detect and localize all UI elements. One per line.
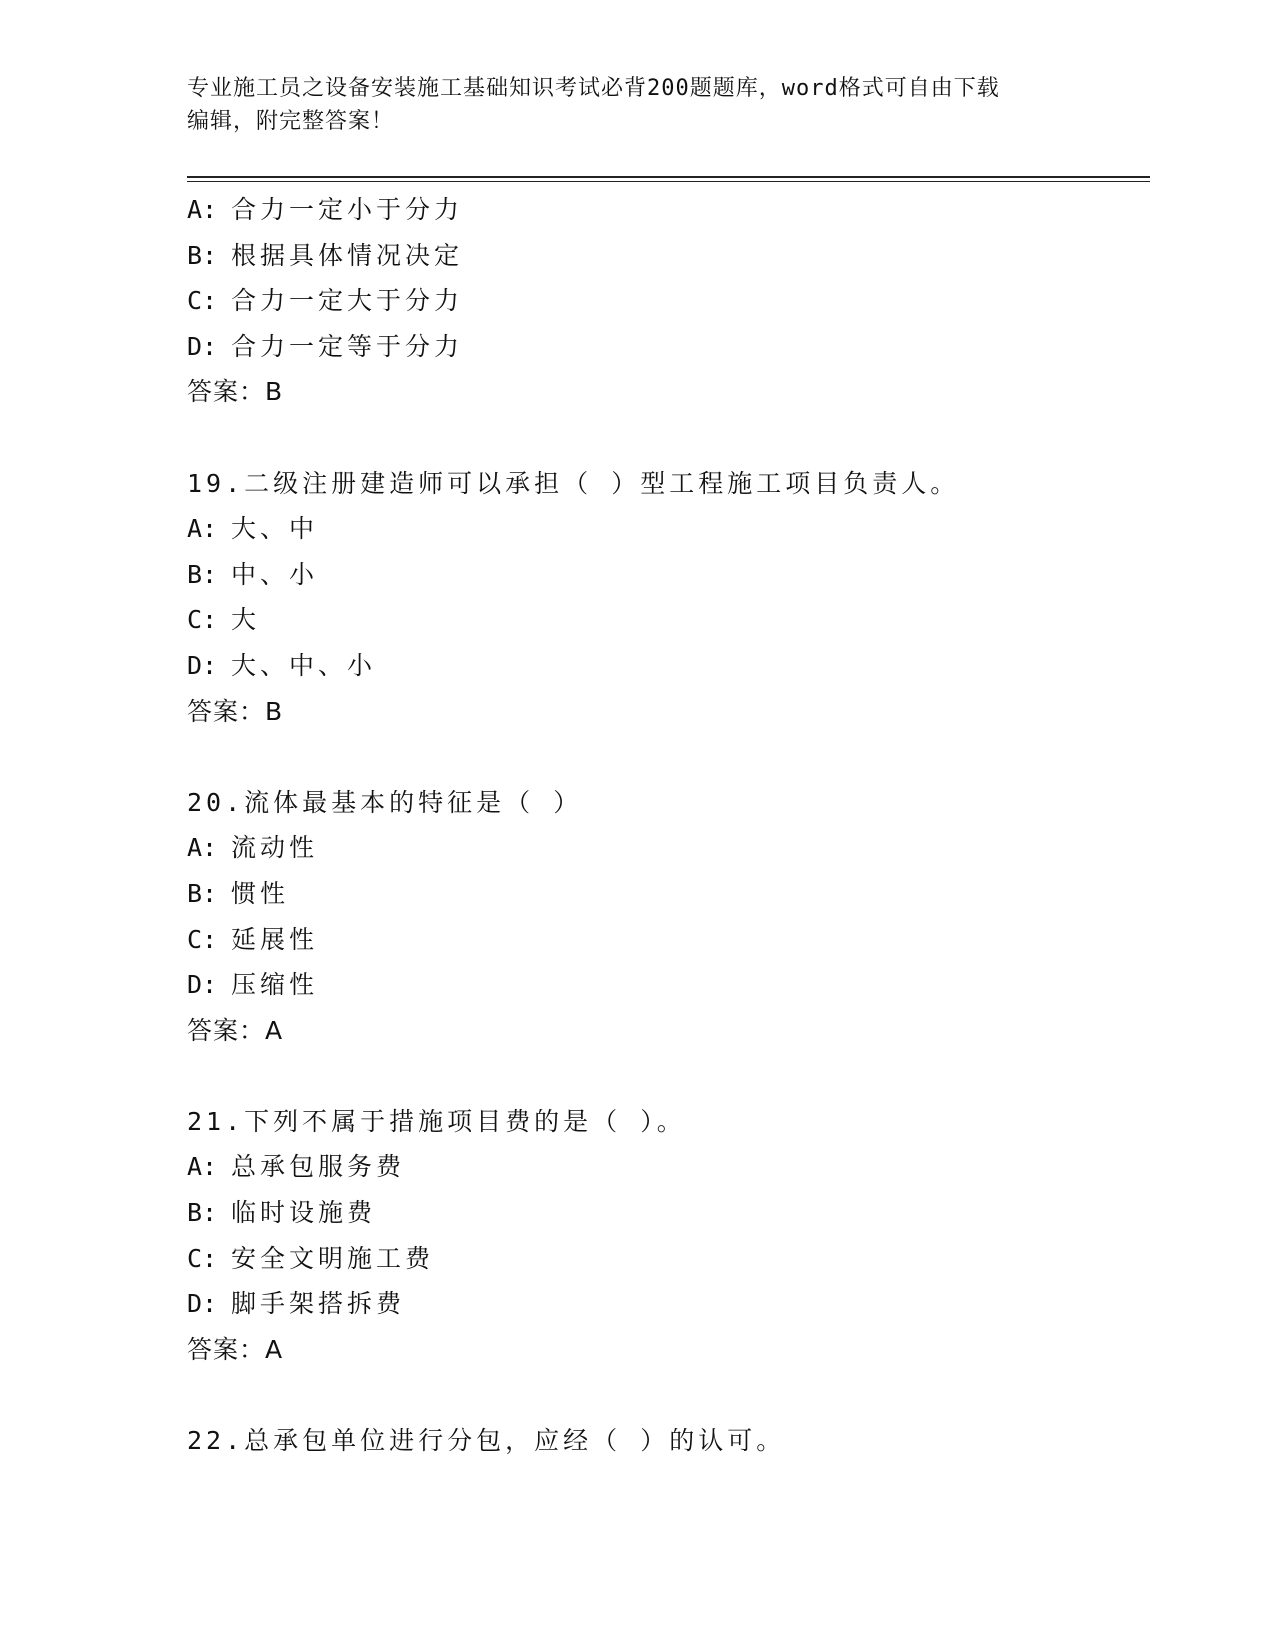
option-text: 惯性 [231,878,290,908]
option-label: A: [187,195,218,224]
question-block-22 [187,1418,1147,1464]
spacer [187,1372,1147,1418]
option-text: 中、小 [231,559,319,589]
header-rule-thin [187,181,1150,182]
option-c [187,278,1147,324]
option-text: 合力一定等于分力 [231,331,464,361]
option-label: A: [187,514,218,544]
option-label: C: [187,605,218,635]
question-stem: 22.总承包单位进行分包，应经（ ）的认可。 [187,1426,786,1456]
question-block-18 [187,187,1147,415]
option-c [187,597,1147,643]
question-block-20 [187,780,1147,1054]
option-label: D: [187,650,218,680]
option-label: D: [187,970,218,1000]
option-text: 临时设施费 [231,1198,377,1228]
option-text: 大、中 [231,514,319,544]
header-line-2: 编辑，附完整答案！ [187,109,395,134]
option-text: 流动性 [231,833,319,863]
option-label: C: [187,1243,218,1273]
option-d [187,324,1147,370]
question-block-21 [187,1099,1147,1373]
option-text: 合力一定大于分力 [231,286,464,316]
option-d [187,1281,1147,1327]
option-b [187,552,1147,598]
document-header [187,72,1067,138]
option-c [187,1236,1147,1282]
option-label: D: [187,1289,218,1319]
spacer [187,1053,1147,1099]
option-label: A: [187,1152,218,1182]
option-text: 大、中、小 [231,650,377,680]
option-text: 根据具体情况决定 [231,240,464,270]
option-label: B: [187,878,218,908]
question-list [187,187,1147,1464]
option-text: 安全文明施工费 [231,1243,435,1273]
option-text: 延展性 [231,924,319,954]
option-label: A: [187,833,218,863]
option-a [187,1144,1147,1190]
option-a [187,506,1147,552]
option-a [187,187,1147,233]
answer-line: 答案：B [187,696,284,726]
header-line-1: 专业施工员之设备安装施工基础知识考试必背200题题库，word格式可自由下载 [187,76,1000,101]
option-a [187,825,1147,871]
option-label: D: [187,331,218,361]
option-b [187,1190,1147,1236]
question-stem: 19.二级注册建造师可以承担（ ）型工程施工项目负责人。 [187,468,960,498]
question-stem: 21.下列不属于措施项目费的是（ ）。 [187,1106,686,1136]
option-b [187,233,1147,279]
option-d [187,643,1147,689]
option-d [187,962,1147,1008]
answer-line: 答案：A [187,1334,284,1364]
option-c [187,917,1147,963]
option-text: 大 [231,605,261,635]
question-block-19 [187,461,1147,735]
answer-line: 答案：B [187,377,284,407]
option-text: 脚手架搭拆费 [231,1289,406,1319]
option-label: B: [187,240,218,270]
header-rule-thick [187,176,1150,178]
option-text: 合力一定小于分力 [231,195,464,224]
answer-line: 答案：A [187,1015,284,1045]
option-b [187,871,1147,917]
option-label: C: [187,924,218,954]
option-label: B: [187,559,218,589]
spacer [187,415,1147,461]
question-stem: 20.流体最基本的特征是（ ） [187,787,583,817]
spacer [187,734,1147,780]
option-label: C: [187,286,218,316]
option-text: 压缩性 [231,970,319,1000]
option-text: 总承包服务费 [231,1152,406,1182]
option-label: B: [187,1198,218,1228]
